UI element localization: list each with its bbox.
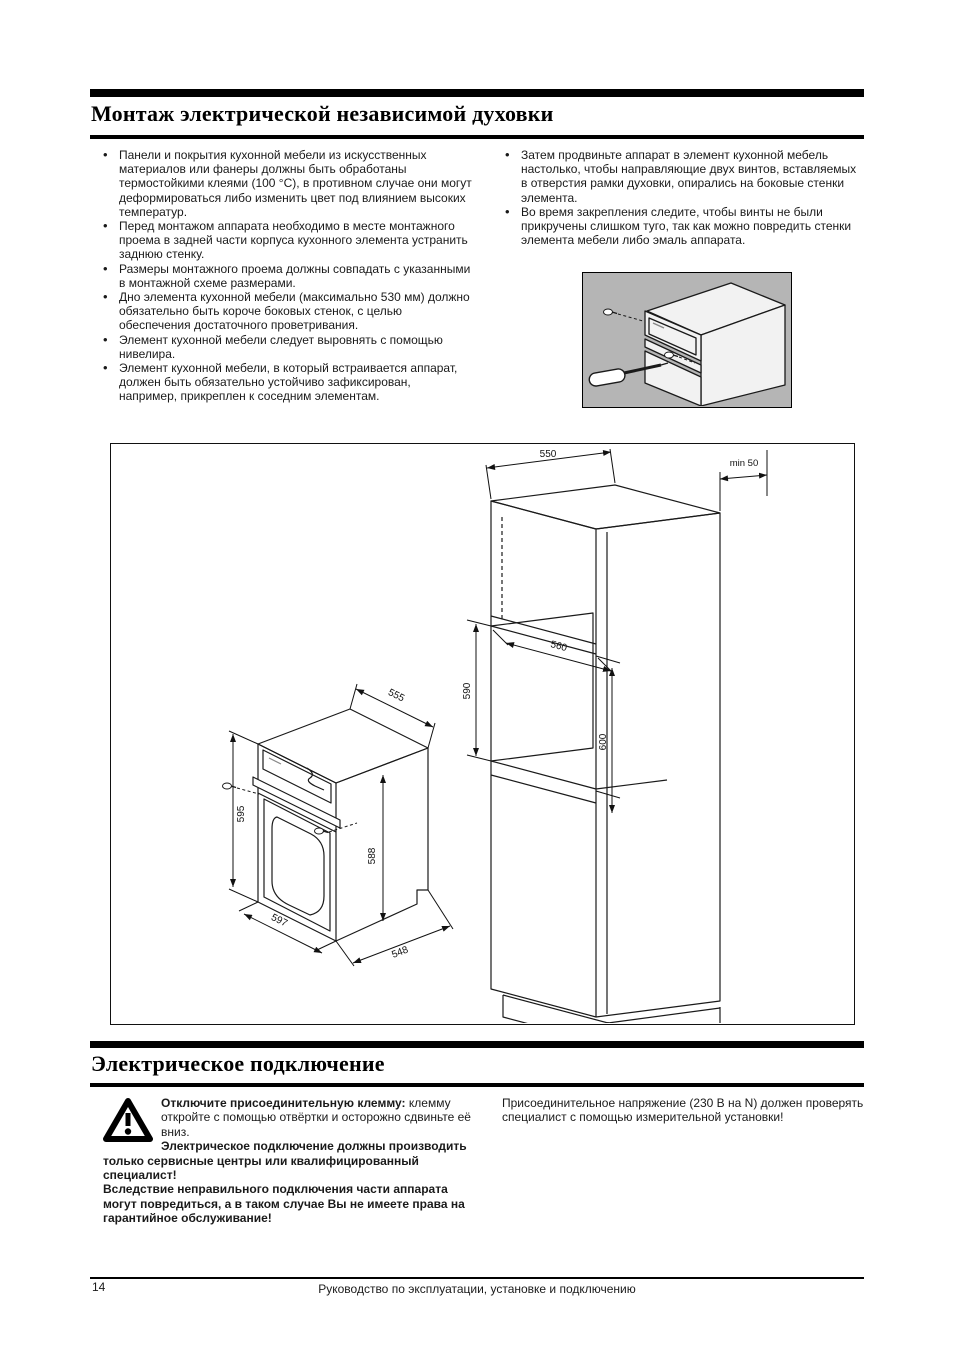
fastening-illustration — [582, 272, 792, 408]
cabinet-drawing — [491, 485, 720, 1023]
cabinet-top-face — [491, 485, 720, 529]
screw-icon — [665, 352, 674, 358]
oven-top-face — [258, 709, 428, 783]
list-item: • Дно элемента кухонной мебели (максимально 530 мм) должно обязательно быть короче боковых стенок, с целью обеспечения достаточного проветривания. — [100, 290, 472, 333]
fastening-illustration-svg — [583, 273, 790, 406]
dim-597-label: 597 — [269, 912, 290, 930]
dim-555-label: 555 — [386, 687, 407, 705]
oven-door-handle — [253, 777, 340, 828]
footer-rule — [90, 1277, 864, 1279]
installation-diagram — [110, 443, 855, 1025]
left-column — [100, 148, 472, 404]
dim-548-label: 548 — [390, 944, 410, 961]
list-item: • Элемент кухонной мебели, в который встраивается аппарат, должен быть обязательно устойчиво зафиксирован, например, прикреплен к соседним элементам. — [100, 361, 472, 404]
page-title: Монтаж электрической независимой духовки — [91, 101, 554, 126]
top-rule — [90, 89, 864, 97]
screw-icon — [604, 309, 613, 315]
list-item: • Панели и покрытия кухонной мебели из искусственных материалов или фанеры должны быть обработаны термостойкими клеями (100 °С), в противном случае они могут деформироваться либо изменить цвет под влиянием высоких температур. — [100, 148, 472, 219]
screw-icon — [315, 828, 324, 834]
screw-leader-line — [618, 314, 643, 321]
installation-diagram-svg — [111, 444, 853, 1023]
right-bullet-list — [502, 148, 864, 247]
list-item: • Затем продвиньте аппарат в элемент кухонной мебель настолько, чтобы направляющие двух винтов, вставляемых в отверстия рамки духовки, опирались на боковые стенки элемента. — [502, 148, 864, 205]
warning-lead-rest: клемму откройте с помощью отвёртки и осторожно сдвиньте её вниз. — [161, 1096, 471, 1139]
list-item: • Размеры монтажного проема должны совпадать с указанными в монтажной схеме размерами. — [100, 262, 472, 290]
section2-title: Электрическое подключение — [91, 1051, 385, 1076]
list-item: • Во время закрепления следите, чтобы винты не были прикручены слишком туго, так как можно повредить стенки элемента мебели либо эмаль аппарата. — [502, 205, 864, 248]
warning-paragraph-2: Электрическое подключение должны производить только сервисные центры или квалифицированный специалист! — [103, 1139, 467, 1183]
list-item: • Перед монтажом аппарата необходимо в месте монтажного проема в задней части корпуса кухонного элемента устранить заднюю стенку. — [100, 219, 472, 262]
dim-600-label: 600 — [598, 733, 609, 751]
oven-drawing — [253, 709, 428, 941]
dim-595-label: 595 — [236, 805, 247, 823]
dim-590-label: 590 — [462, 682, 473, 700]
voltage-note: Присоединительное напряжение (230 В на N) должен проверять специалист с помощью измерительной установки! — [502, 1096, 864, 1125]
list-item: • Элемент кухонной мебели следует выровнять с помощью нивелира. — [100, 333, 472, 361]
dim-min50-label: min 50 — [729, 458, 759, 469]
page-number: 14 — [92, 1280, 106, 1294]
right-column — [502, 148, 864, 247]
oven-dimensions — [229, 684, 453, 966]
section2-underline — [90, 1083, 864, 1087]
dim-550-label: 550 — [539, 449, 557, 460]
left-bullet-list — [100, 148, 472, 404]
warning-lead: Отключите присоединительную клемму: — [161, 1096, 406, 1110]
cabinet-side-face — [596, 513, 720, 1017]
dim-588-label: 588 — [367, 847, 378, 865]
cabinet-niche-interior — [491, 613, 593, 761]
dim-min50-line — [720, 475, 767, 479]
electrical-warning-block — [103, 1096, 477, 1226]
screw-icon — [223, 783, 232, 789]
screw-leader-line — [237, 788, 259, 794]
warning-paragraph-1 — [103, 1096, 477, 1139]
warning-paragraph-3: Вследствие неправильного подключения части аппарата могут повредиться, а в таком случае Вы не имеете права на гарантийное обслуживание! — [103, 1182, 465, 1226]
section2-top-rule — [90, 1041, 864, 1048]
warning-triangle-icon — [103, 1097, 153, 1143]
oven-front-frame — [258, 744, 336, 941]
title-underline — [90, 135, 864, 139]
dim-560-label: 560 — [549, 639, 569, 655]
oven-side-face — [336, 748, 428, 941]
footer-text: Руководство по эксплуатации, установке и подключению — [318, 1282, 636, 1296]
